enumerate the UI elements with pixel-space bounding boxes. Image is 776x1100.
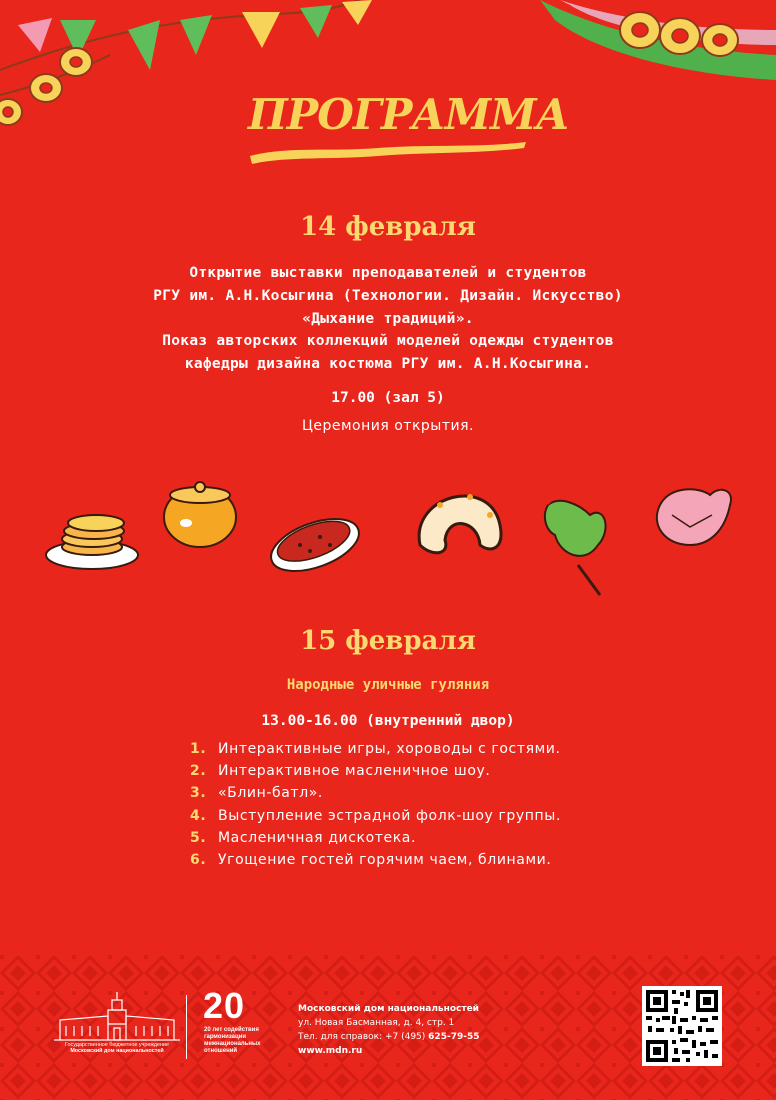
- anniversary-text: 20 лет содействия гармонизации межнациональных отношений: [204, 1027, 261, 1054]
- address: ул. Новая Басманная, д. 4, стр. 1: [298, 1018, 455, 1028]
- day2-time: 13.00-16.00 (внутренний двор): [261, 713, 515, 729]
- page-title: ПРОГРАММА: [248, 90, 569, 139]
- org-name: Московский дом национальностей: [298, 1004, 479, 1014]
- building-icon: [52, 990, 182, 1042]
- list-item: [190, 830, 561, 852]
- bagel-icon: [419, 494, 501, 553]
- day1-time: 17.00 (зал 5): [331, 390, 445, 406]
- title-underline: [248, 138, 528, 168]
- day2-events-list: [190, 741, 561, 874]
- list-item-number: 6.: [190, 851, 207, 868]
- list-item: [190, 741, 561, 763]
- phone-number[interactable]: 625-79-55: [428, 1032, 480, 1042]
- title-block: [248, 86, 569, 166]
- qr-code-icon: [642, 986, 722, 1066]
- day1-event: Церемония открытия.: [302, 418, 474, 434]
- list-item-text: Выступление эстрадной фолк-шоу группы.: [218, 807, 562, 824]
- pan-icon: [264, 509, 366, 582]
- list-item: [190, 808, 561, 830]
- day1-date: 14 февраля: [300, 212, 476, 242]
- list-item-number: 5.: [190, 829, 207, 846]
- day2-date: 15 февраля: [300, 626, 476, 656]
- footer-divider: [186, 995, 187, 1059]
- list-item-text: Угощение гостей горячим чаем, блинами.: [218, 851, 552, 868]
- list-item-number: 2.: [190, 763, 207, 780]
- rooster-lollipop-icon: [544, 499, 606, 595]
- list-item-text: Масленичная дискотека.: [218, 829, 416, 846]
- anniversary-number: 20: [203, 985, 246, 1026]
- day2-subtitle: Народные уличные гуляния: [286, 677, 490, 693]
- mdn-logo: [52, 990, 182, 1062]
- mitten-icon: [657, 489, 731, 545]
- list-item-text: Интерактивные игры, хороводы с гостями.: [218, 741, 561, 757]
- list-item-number: 3.: [190, 785, 207, 802]
- phone: [298, 1030, 479, 1044]
- logo-caption-1: Государственное бюджетное учреждение: [64, 1042, 170, 1048]
- day1-description-line: РГУ им. А.Н.Косыгина (Технологии. Дизайн. Искусство): [153, 287, 623, 304]
- list-item: [190, 763, 561, 785]
- day1-description-line: Открытие выставки преподавателей и студентов: [189, 265, 587, 281]
- list-item-number: 1.: [190, 741, 207, 757]
- list-item-text: Интерактивное масленичное шоу.: [218, 763, 491, 780]
- list-item: [190, 852, 561, 874]
- contact-block: [298, 1002, 479, 1058]
- day1-description: [60, 262, 716, 376]
- qr-code[interactable]: [642, 986, 722, 1066]
- day1-description-line: Показ авторских коллекций моделей одежды студентов: [162, 333, 614, 350]
- phone-label: Тел. для справок: +7 (495): [298, 1032, 426, 1042]
- website-link[interactable]: www.mdn.ru: [298, 1046, 363, 1056]
- list-item-number: 4.: [190, 807, 207, 824]
- list-item-text: «Блин-батл».: [218, 785, 323, 802]
- day1-description-line: «Дыхание традиций».: [302, 310, 474, 327]
- list-item: [190, 785, 561, 807]
- pot-icon: [164, 482, 236, 547]
- day1-description-line: кафедры дизайна костюма РГУ им. А.Н.Косыгина.: [184, 356, 592, 373]
- logo-caption-2: Московский дом национальностей: [70, 1048, 164, 1054]
- pancakes-icon: [46, 515, 138, 569]
- icons-row: [0, 475, 776, 605]
